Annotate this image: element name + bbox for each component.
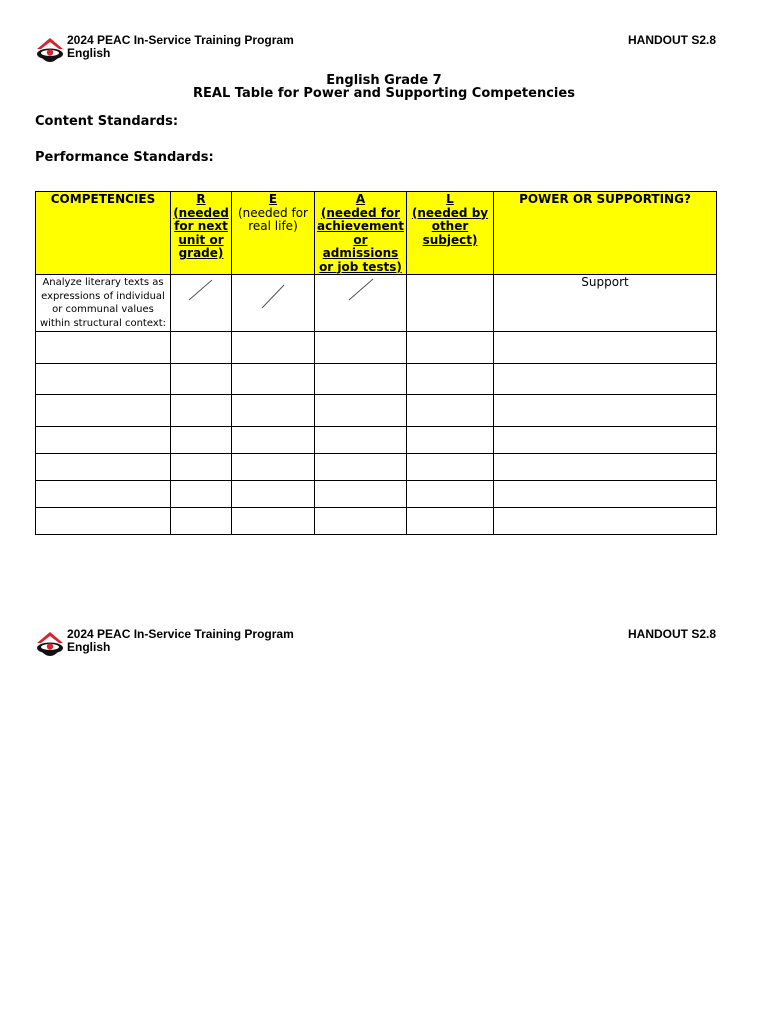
header-e [232, 192, 315, 275]
table-row [36, 427, 717, 454]
header-r-letter: R [196, 192, 206, 206]
table-header-row [36, 192, 717, 275]
content-standards-label: Content Standards: [35, 114, 179, 129]
table-row [36, 275, 717, 332]
header-a [315, 192, 407, 275]
header-handout: HANDOUT S2.8 [627, 627, 716, 641]
header-l [407, 192, 494, 275]
header-r [171, 192, 232, 275]
competency-cell: Analyze literary texts as expressions of individual or communal values within structural context: [36, 275, 171, 332]
performance-standards-label: Performance Standards: [35, 150, 214, 165]
header-program-block [67, 34, 294, 60]
header-subject: English [67, 46, 111, 60]
table-row [36, 508, 717, 535]
header-handout: HANDOUT S2.8 [627, 33, 716, 47]
e-cell [232, 275, 315, 332]
header-e-desc: (needed for real life) [238, 205, 308, 233]
table-row [36, 454, 717, 481]
page-header-second [35, 628, 716, 662]
page-header [35, 34, 716, 68]
check-stroke-icon [258, 283, 288, 313]
power-cell: Support [494, 275, 717, 332]
header-power: POWER OR SUPPORTING? [494, 192, 717, 275]
table-row [36, 364, 717, 395]
header-program: 2024 PEAC In-Service Training Program [67, 627, 294, 641]
peac-logo-icon [35, 36, 65, 66]
header-e-letter: E [268, 192, 278, 206]
document-subtitle: REAL Table for Power and Supporting Competencies [193, 86, 575, 101]
header-a-desc: (needed for achievement or admissions or job tests) [317, 205, 404, 274]
a-cell [315, 275, 407, 332]
header-l-desc: (needed by other subject) [411, 205, 489, 247]
table-row [36, 395, 717, 427]
header-a-letter: A [355, 192, 366, 206]
real-table [35, 191, 717, 535]
document-title: English Grade 7 [326, 73, 442, 88]
header-subject: English [67, 640, 111, 654]
check-stroke-icon [346, 277, 376, 303]
peac-logo-icon [35, 630, 65, 660]
header-l-letter: L [446, 192, 454, 206]
table-row [36, 332, 717, 364]
header-program-block [67, 628, 294, 654]
header-competencies: COMPETENCIES [36, 192, 171, 275]
check-stroke-icon [186, 277, 216, 303]
header-r-desc: (needed for next unit or grade) [173, 205, 229, 260]
header-program: 2024 PEAC In-Service Training Program [67, 33, 294, 47]
l-cell [407, 275, 494, 332]
r-cell [171, 275, 232, 332]
table-row [36, 481, 717, 508]
